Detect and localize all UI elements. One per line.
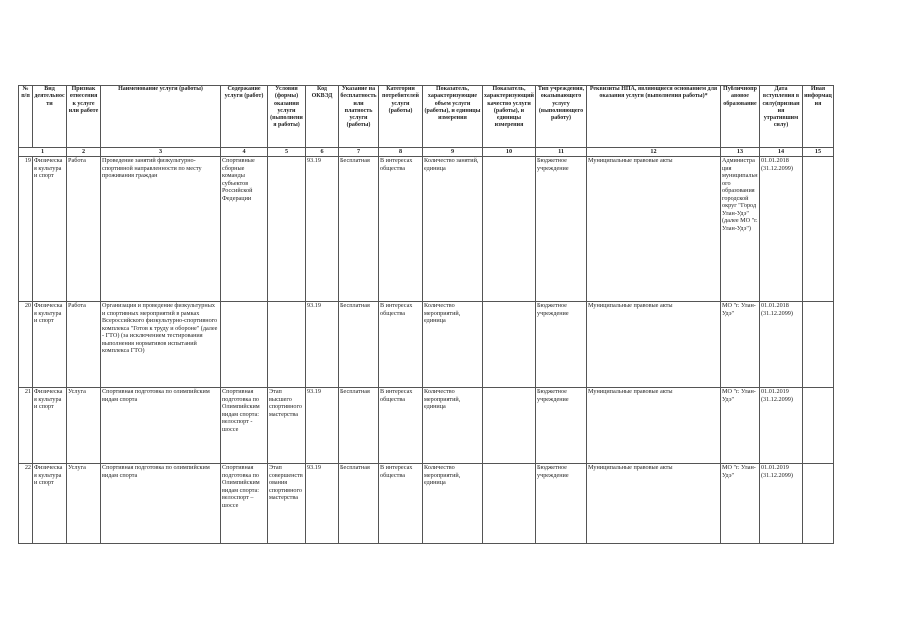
service-name-cell: Проведение занятий физкультурно-спортивной направленности по месту проживания граждан	[101, 157, 221, 302]
header-cell-number: № п/п	[19, 86, 33, 148]
header-cell-payment: Указание на бесплатность или платность услуги (работы)	[339, 86, 379, 148]
header-cell-institution: Тип учреждения, оказывающего услугу (выполняющего работу)	[536, 86, 587, 148]
consumers-cell: В интересах общества	[379, 464, 423, 544]
public-entity-cell: Администрация муниципального образования городской округ "Город Улан-Удэ" (далее МО "г. Улан-Удэ")	[721, 157, 760, 302]
header-cell-conditions: Условия (формы) оказания услуги (выполнения работы)	[268, 86, 306, 148]
payment-cell: Бесплатная	[339, 388, 379, 464]
header-cell-activity: Вид деятельности	[33, 86, 67, 148]
column-number: 15	[803, 148, 834, 157]
column-number: 9	[423, 148, 483, 157]
column-number: 3	[101, 148, 221, 157]
column-number: 13	[721, 148, 760, 157]
other-cell	[803, 157, 834, 302]
date-cell: 01.01.2018 (31.12.2099)	[760, 157, 803, 302]
header-cell-volume: Показатель, характеризующие объем услуги (работы), и единицы измерения	[423, 86, 483, 148]
content-cell	[221, 302, 268, 388]
activity-cell: Физическая культура и спорт	[33, 464, 67, 544]
table-header	[19, 86, 834, 157]
header-cell-okved: Код ОКВЭД	[306, 86, 339, 148]
header-cell-date: Дата вступления в силу(признания утратившим силу)	[760, 86, 803, 148]
quality-cell	[483, 464, 536, 544]
column-number: 7	[339, 148, 379, 157]
okved-cell: 93.19	[306, 157, 339, 302]
header-cell-npa: Реквизиты НПА, являющиеся основанием для оказания услуги (выполнения работы)*	[587, 86, 721, 148]
column-number: 2	[67, 148, 101, 157]
table-row	[19, 157, 834, 302]
header-cell-name: Наименование услуги (работы)	[101, 86, 221, 148]
column-number: 5	[268, 148, 306, 157]
type-cell: Услуга	[67, 464, 101, 544]
activity-cell: Физическая культура и спорт	[33, 157, 67, 302]
row-number: 20	[19, 302, 33, 388]
quality-cell	[483, 388, 536, 464]
date-cell: 01.01.2019 (31.12.2099)	[760, 388, 803, 464]
column-number: 12	[587, 148, 721, 157]
table-row	[19, 302, 834, 388]
conditions-cell: Этап совершенствования спортивного мастерства	[268, 464, 306, 544]
consumers-cell: В интересах общества	[379, 388, 423, 464]
conditions-cell: Этап высшего спортивного мастерства	[268, 388, 306, 464]
okved-cell: 93.19	[306, 464, 339, 544]
institution-cell: Бюджетное учреждение	[536, 157, 587, 302]
header-cell-quality: Показатель, характеризующий качество услуги (работы), и единицы измерения	[483, 86, 536, 148]
date-cell: 01.01.2019 (31.12.2099)	[760, 464, 803, 544]
public-entity-cell: МО "г. Улан-Удэ"	[721, 388, 760, 464]
institution-cell: Бюджетное учреждение	[536, 302, 587, 388]
okved-cell: 93.19	[306, 302, 339, 388]
header-cell-public-entity: Публичноправовое образование	[721, 86, 760, 148]
header-cell-consumers: Категории потребителей услуги (работы)	[379, 86, 423, 148]
row-number: 22	[19, 464, 33, 544]
npa-cell: Муниципальные правовые акты	[587, 388, 721, 464]
npa-cell: Муниципальные правовые акты	[587, 464, 721, 544]
services-registry-sheet	[18, 85, 834, 544]
column-number: 14	[760, 148, 803, 157]
institution-cell: Бюджетное учреждение	[536, 388, 587, 464]
payment-cell: Бесплатная	[339, 157, 379, 302]
content-cell: Спортивные сборные команды субъектов Российской Федерации	[221, 157, 268, 302]
payment-cell: Бесплатная	[339, 302, 379, 388]
row-number: 21	[19, 388, 33, 464]
conditions-cell	[268, 157, 306, 302]
institution-cell: Бюджетное учреждение	[536, 464, 587, 544]
quality-cell	[483, 157, 536, 302]
column-number: 10	[483, 148, 536, 157]
column-number: 8	[379, 148, 423, 157]
volume-cell: Количество мероприятий, единица	[423, 464, 483, 544]
activity-cell: Физическая культура и спорт	[33, 302, 67, 388]
column-number: 6	[306, 148, 339, 157]
npa-cell: Муниципальные правовые акты	[587, 157, 721, 302]
npa-cell: Муниципальные правовые акты	[587, 302, 721, 388]
date-cell: 01.01.2018 (31.12.2099)	[760, 302, 803, 388]
volume-cell: Количество мероприятий, единица	[423, 388, 483, 464]
service-name-cell: Организация и проведение физкультурных и спортивных мероприятий в рамках Всероссийского физкультурно-спортивного комплекса "Готов к труду и обороне" (далее - ГТО) (за исключением тестирования выполнения нормативов испытаний комплекса ГТО)	[101, 302, 221, 388]
type-cell: Работа	[67, 157, 101, 302]
public-entity-cell: МО "г. Улан-Удэ"	[721, 464, 760, 544]
public-entity-cell: МО "г. Улан-Удэ"	[721, 302, 760, 388]
content-cell: Спортивная подготовка по Олимпийским видам спорта: велоспорт – шоссе	[221, 464, 268, 544]
type-cell: Работа	[67, 302, 101, 388]
content-cell: Спортивная подготовка по Олимпийским видам спорта: велоспорт - шоссе	[221, 388, 268, 464]
header-cell-other: Иная информация	[803, 86, 834, 148]
row-number: 19	[19, 157, 33, 302]
okved-cell: 93.19	[306, 388, 339, 464]
other-cell	[803, 464, 834, 544]
column-number: 1	[19, 148, 67, 157]
conditions-cell	[268, 302, 306, 388]
column-number: 4	[221, 148, 268, 157]
payment-cell: Бесплатная	[339, 464, 379, 544]
table-row	[19, 464, 834, 544]
header-cell-content: Содержание услуги (работ)	[221, 86, 268, 148]
volume-cell: Количество занятий, единица	[423, 157, 483, 302]
consumers-cell: В интересах общества	[379, 157, 423, 302]
table-body	[19, 157, 834, 544]
column-number-row	[19, 148, 834, 157]
consumers-cell: В интересах общества	[379, 302, 423, 388]
services-registry-table	[18, 85, 834, 544]
column-number: 11	[536, 148, 587, 157]
other-cell	[803, 302, 834, 388]
quality-cell	[483, 302, 536, 388]
activity-cell: Физическая культура и спорт	[33, 388, 67, 464]
service-name-cell: Спортивная подготовка по олимпийским видам спорта	[101, 388, 221, 464]
type-cell: Услуга	[67, 388, 101, 464]
header-row	[19, 86, 834, 148]
header-cell-type: Признак отнесения к услуге или работе	[67, 86, 101, 148]
table-row	[19, 388, 834, 464]
other-cell	[803, 388, 834, 464]
volume-cell: Количество мероприятий, единица	[423, 302, 483, 388]
service-name-cell: Спортивная подготовка по олимпийским видам спорта	[101, 464, 221, 544]
